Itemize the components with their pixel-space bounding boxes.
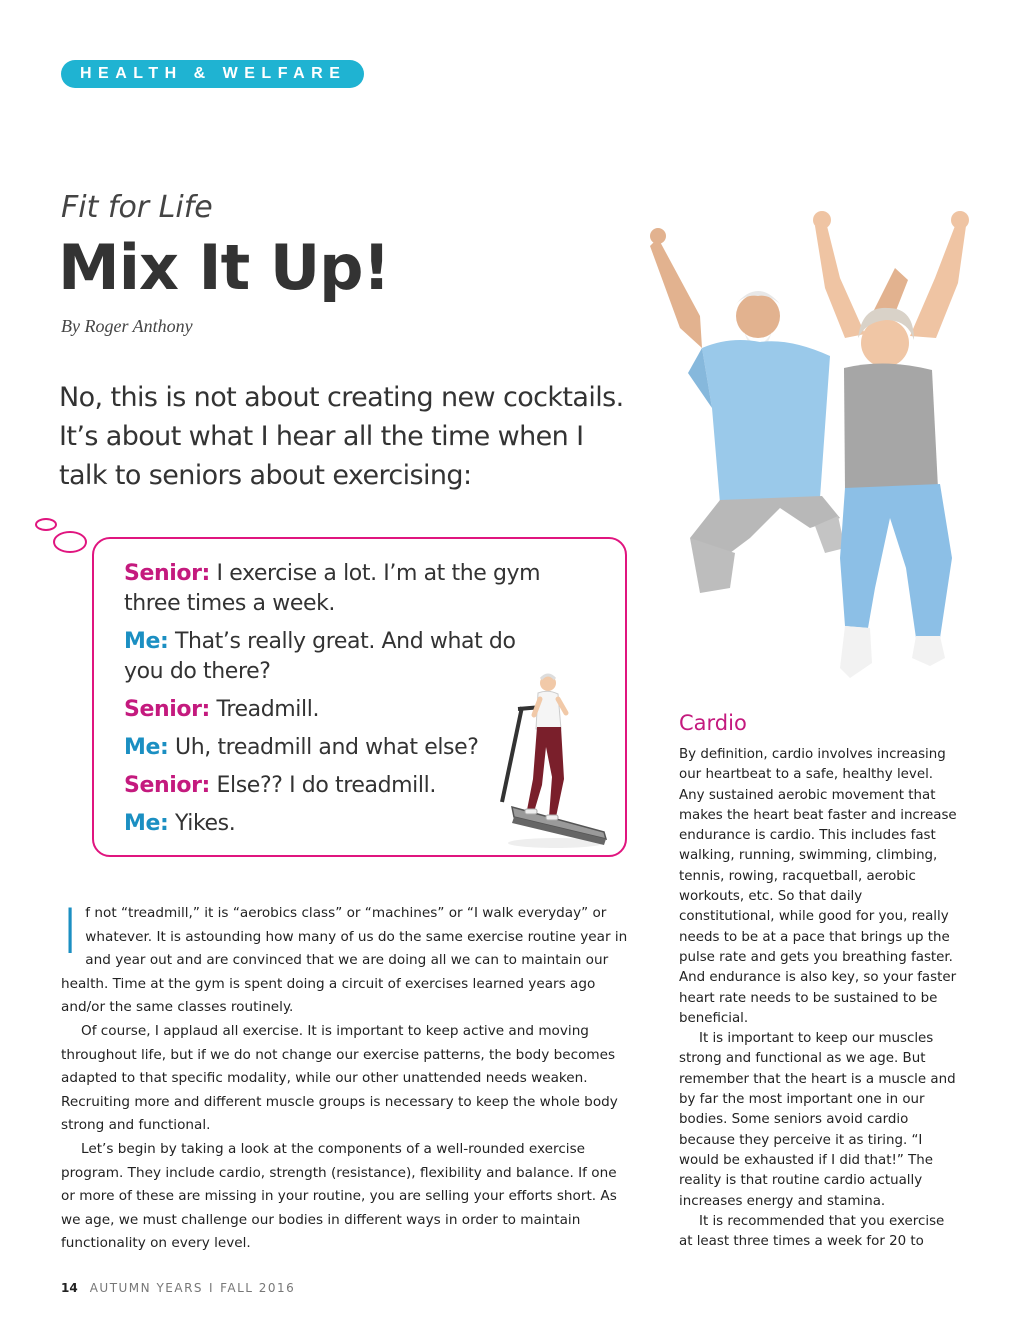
dialog-line bbox=[124, 771, 554, 801]
dialog-line bbox=[124, 695, 554, 725]
sidebar-paragraph: By definition, cardio involves increasing our heartbeat to a safe, healthy level. Any sustained aerobic movement that makes the heart beat faster and increase endurance is cardio. This includes fast walking, running, swimming, climbing, tennis, rowing, racquetball, aerobic workouts, etc. So that daily constitutional, while good for you, really needs to be at a pace that brings up the pulse rate and gets you breathing faster. And endurance is also key, so your faster heart rate needs to be sustained to be beneficial. bbox=[679, 747, 957, 1026]
dialog-bubble bbox=[92, 537, 627, 857]
dialog-text: Else?? I do treadmill. bbox=[216, 773, 436, 798]
publication-name: AUTUMN YEARS bbox=[89, 1281, 204, 1295]
dialog-line bbox=[124, 809, 554, 839]
speaker-label: Senior: bbox=[124, 697, 210, 722]
dialog-line bbox=[124, 733, 554, 763]
body-paragraph: Let’s begin by taking a look at the components of a well-rounded exercise program. They include cardio, strength (resistance), flexibility and balance. If one or more of these are missing in your routine, you are selling your efforts short. As we age, we must challenge our bodies in different ways in order to maintain functionality on every level. bbox=[61, 1140, 617, 1252]
speaker-label: Senior: bbox=[124, 773, 210, 798]
dialog bbox=[124, 559, 554, 847]
intro-paragraph: No, this is not about creating new cocktails. It’s about what I hear all the time when I talk to seniors about exercising: bbox=[59, 382, 624, 491]
dialog-line bbox=[124, 559, 554, 619]
page-number: 14 bbox=[61, 1281, 78, 1295]
article-kicker: Fit for Life bbox=[61, 190, 213, 225]
dialog-text: Treadmill. bbox=[216, 697, 320, 722]
speaker-label: Me: bbox=[124, 629, 169, 654]
body-paragraph: f not “treadmill,” it is “aerobics class” or “machines” or “I walk everyday” or whatever. It is astounding how many of us do the same exercise routine year in and year out and are convinced that we are doing all we can to maintain our health. Time at the gym is spent doing a circuit of exercises learned years ago and/or the same classes routinely. bbox=[61, 905, 628, 1016]
article-body bbox=[61, 895, 629, 1256]
cardio-column bbox=[679, 745, 961, 1252]
cardio-heading: Cardio bbox=[679, 711, 747, 735]
speaker-label: Me: bbox=[124, 735, 169, 760]
treadmill-man-illustration bbox=[494, 667, 614, 852]
article-title: Mix It Up! bbox=[58, 231, 390, 304]
speaker-label: Me: bbox=[124, 811, 169, 836]
jumping-seniors-photo bbox=[640, 208, 975, 698]
drop-cap: I bbox=[61, 895, 80, 968]
speaker-label: Senior: bbox=[124, 561, 210, 586]
sidebar-paragraph: It is important to keep our muscles strong and functional as we age. But remember that the heart is a muscle and by far the most important one in our bodies. Some seniors avoid cardio because they perceive it as tiring. “I would be exhausted if I did that!” The reality is that routine cardio actually increases energy and stamina. bbox=[679, 1031, 956, 1209]
footer-separator: I bbox=[209, 1281, 215, 1295]
page-footer bbox=[61, 1281, 295, 1295]
body-paragraph: Of course, I applaud all exercise. It is important to keep active and moving throughout life, but if we do not change our exercise patterns, the body becomes adapted to that specific modality, while our other unattended needs weaken. Recruiting more and different muscle groups is necessary to keep the whole body strong and functional. bbox=[61, 1022, 618, 1134]
dialog-line bbox=[124, 627, 554, 687]
dialog-text: I exercise a lot. I’m at the gym three times a week. bbox=[124, 561, 541, 616]
thought-bubble-dot-large bbox=[53, 531, 87, 553]
byline: By Roger Anthony bbox=[61, 316, 193, 336]
dialog-text: Uh, treadmill and what else? bbox=[175, 735, 479, 760]
thought-bubble-dot-small bbox=[35, 518, 57, 531]
dialog-text: Yikes. bbox=[175, 811, 236, 836]
section-tag: HEALTH & WELFARE bbox=[61, 60, 364, 88]
dialog-text: That’s really great. And what do you do there? bbox=[124, 629, 516, 684]
sidebar-paragraph: It is recommended that you exercise at least three times a week for 20 to bbox=[679, 1213, 945, 1250]
issue-label: FALL 2016 bbox=[220, 1281, 296, 1295]
